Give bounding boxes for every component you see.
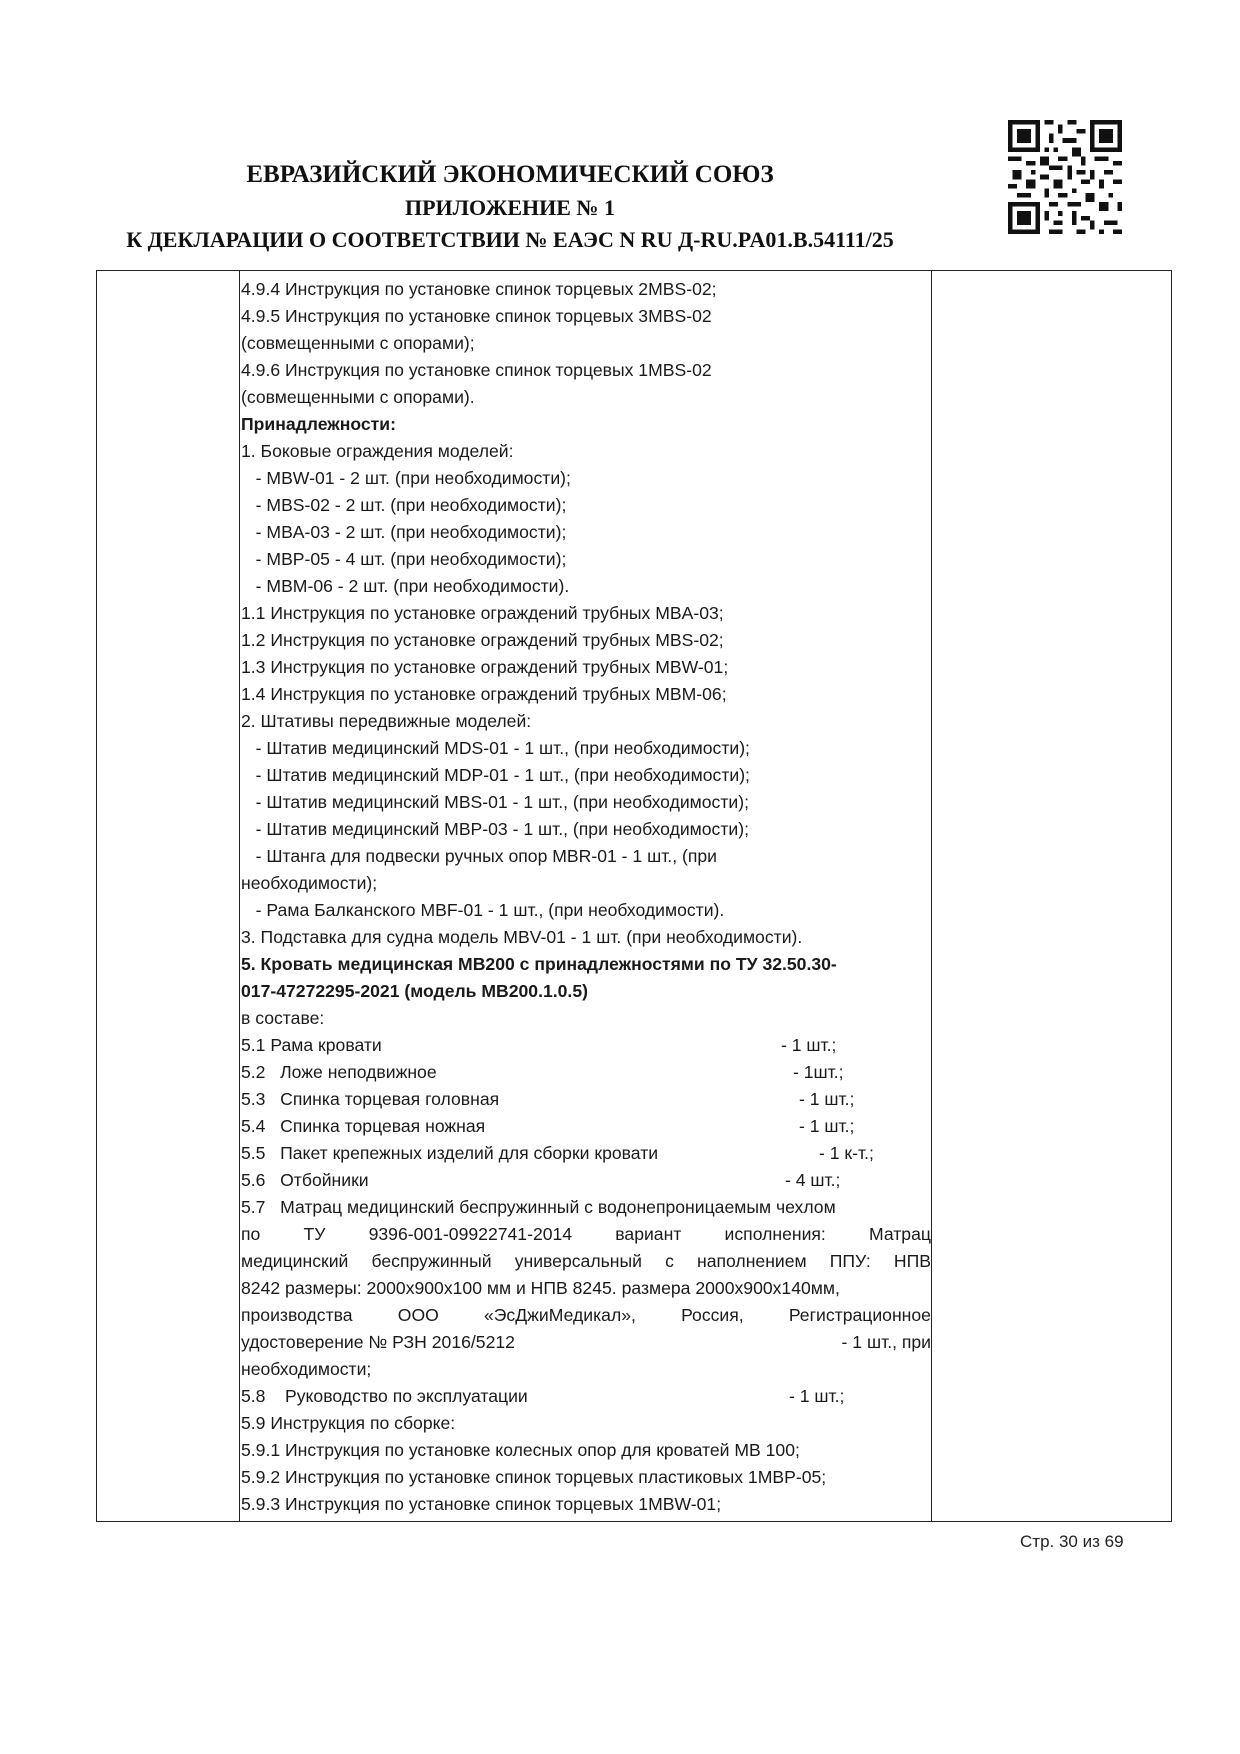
component-label: 5.6 Отбойники [241,1170,369,1190]
word: универсальный [514,1251,642,1271]
word: 9396-001-09922741-2014 [368,1224,573,1244]
mattress-line [241,1302,931,1329]
mattress-line: необходимости; [241,1359,372,1379]
mattress-line: 5.7 Матрац медицинский беспружинный с водонепроницаемым чехлом [241,1197,836,1217]
table-content-cell [241,276,931,1518]
accessories-heading: Принадлежности: [241,414,396,434]
mattress-line: 8242 размеры: 2000х900х100 мм и НПВ 8245. размера 2000х900х140мм, [241,1278,840,1298]
union-title: ЕВРАЗИЙСКИЙ ЭКОНОМИЧЕСКИЙ СОЮЗ [246,161,774,188]
component-row [241,1059,931,1086]
component-row [241,1032,931,1059]
component-quantity: - 1 шт., при [841,1332,931,1352]
component-row [241,1140,931,1167]
text-line: 2. Штативы передвижные моделей: [241,711,532,731]
text-line: 5.9.2 Инструкция по установке спинок торцевых пластиковых 1MBP-05; [241,1467,827,1487]
word: медицинский [241,1251,349,1271]
product-heading: 017-47272295-2021 (модель MB200.1.0.5) [241,981,588,1001]
word: НПВ [893,1251,931,1271]
text-line: - MBA-03 - 2 шт. (при необходимости); [241,522,567,542]
component-row [241,1113,931,1140]
word: по [241,1224,261,1244]
component-quantity: - 1 шт.; [799,1089,855,1109]
mattress-line [241,1221,931,1248]
component-label: 5.1 Рама кровати [241,1035,382,1055]
word: Регистрационное [788,1305,931,1325]
text-line: 1.2 Инструкция по установке ограждений трубных MBS-02; [241,630,724,650]
text-line: 5.9 Инструкция по сборке: [241,1413,456,1433]
mattress-line [241,1248,931,1275]
word: Россия, [681,1305,744,1325]
text-line: - Штатив медицинский MBS-01 - 1 шт., (при необходимости); [241,792,749,812]
word: наполнением [697,1251,807,1271]
text-line: 5.9.1 Инструкция по установке колесных опор для кроватей MB 100; [241,1440,800,1460]
word: «ЭсДжиМедикал», [484,1305,636,1325]
text-line: необходимости); [241,873,378,893]
text-line: 4.9.4 Инструкция по установке спинок торцевых 2MBS-02; [241,279,717,299]
text-line: 3. Подставка для судна модель MBV-01 - 1 шт. (при необходимости). [241,927,803,947]
qr-code-icon [1008,120,1122,234]
text-line: - Штатив медицинский MDS-01 - 1 шт., (при необходимости); [241,738,750,758]
text-line: 1.3 Инструкция по установке ограждений трубных MBW-01; [241,657,729,677]
text-line: - Рама Балканского MBF-01 - 1 шт., (при необходимости). [241,900,725,920]
word: ТУ [303,1224,326,1244]
component-label: 5.8 Руководство по эксплуатации [241,1386,528,1406]
component-label: 5.2 Ложе неподвижное [241,1062,437,1082]
text-line: - MBM-06 - 2 шт. (при необходимости). [241,576,570,596]
text-line: (совмещенными с опорами). [241,387,475,407]
text-line: - Штатив медицинский MBP-03 - 1 шт., (при необходимости); [241,819,749,839]
text-line: - MBW-01 - 2 шт. (при необходимости); [241,468,571,488]
appendix-title: ПРИЛОЖЕНИЕ № 1 [404,195,616,220]
component-label: 5.4 Спинка торцевая ножная [241,1116,486,1136]
word: производства [241,1305,353,1325]
word: беспружинный [371,1251,492,1271]
text-line: 5.9.3 Инструкция по установке спинок торцевых 1MBW-01; [241,1494,722,1514]
word: исполнения: [724,1224,826,1244]
text-line: 4.9.5 Инструкция по установке спинок торцевых 3MBS-02 [241,306,712,326]
component-quantity: - 1шт.; [793,1062,844,1082]
component-quantity: - 4 шт.; [785,1170,841,1190]
component-quantity: - 1 шт.; [799,1116,855,1136]
component-row [241,1383,931,1410]
page-number: Стр. 30 из 69 [1020,1532,1124,1551]
text-line: - MBP-05 - 4 шт. (при необходимости); [241,549,567,569]
text-line: (совмещенными с опорами); [241,333,475,353]
column-divider-right [931,271,932,1521]
component-row [241,1167,931,1194]
text-line: - Штатив медицинский MDP-01 - 1 шт., (при необходимости); [241,765,750,785]
component-quantity: - 1 шт.; [781,1035,837,1055]
component-quantity: - 1 к-т.; [819,1143,874,1163]
text-line: 4.9.6 Инструкция по установке спинок торцевых 1MBS-02 [241,360,712,380]
declaration-title: К ДЕКЛАРАЦИИ О СООТВЕТСТВИИ № ЕАЭС N RU Д-RU.PA01.B.54111/25 [126,227,894,252]
column-divider-left [239,271,240,1521]
component-quantity: - 1 шт.; [789,1386,845,1406]
product-heading: 5. Кровать медицинская MB200 с принадлежностями по ТУ 32.50.30- [241,954,837,974]
registration-text: удостоверение № РЗН 2016/5212 [241,1332,515,1352]
mattress-line [241,1329,931,1356]
word: вариант [615,1224,682,1244]
word: с [665,1251,674,1271]
component-row [241,1086,931,1113]
word: Матрац [869,1224,931,1244]
component-label: 5.5 Пакет крепежных изделий для сборки кровати [241,1143,659,1163]
word: ППУ: [829,1251,871,1271]
component-label: 5.3 Спинка торцевая головная [241,1089,500,1109]
text-line: в составе: [241,1008,325,1028]
word: ООО [397,1305,439,1325]
document-header [90,158,930,256]
text-line: 1.4 Инструкция по установке ограждений трубных MBM-06; [241,684,727,704]
text-line: 1.1 Инструкция по установке ограждений трубных MBA-03; [241,603,724,623]
text-line: - Штанга для подвески ручных опор MBR-01 - 1 шт., (при [241,846,717,866]
text-line: - MBS-02 - 2 шт. (при необходимости); [241,495,567,515]
text-line: 1. Боковые ограждения моделей: [241,441,514,461]
